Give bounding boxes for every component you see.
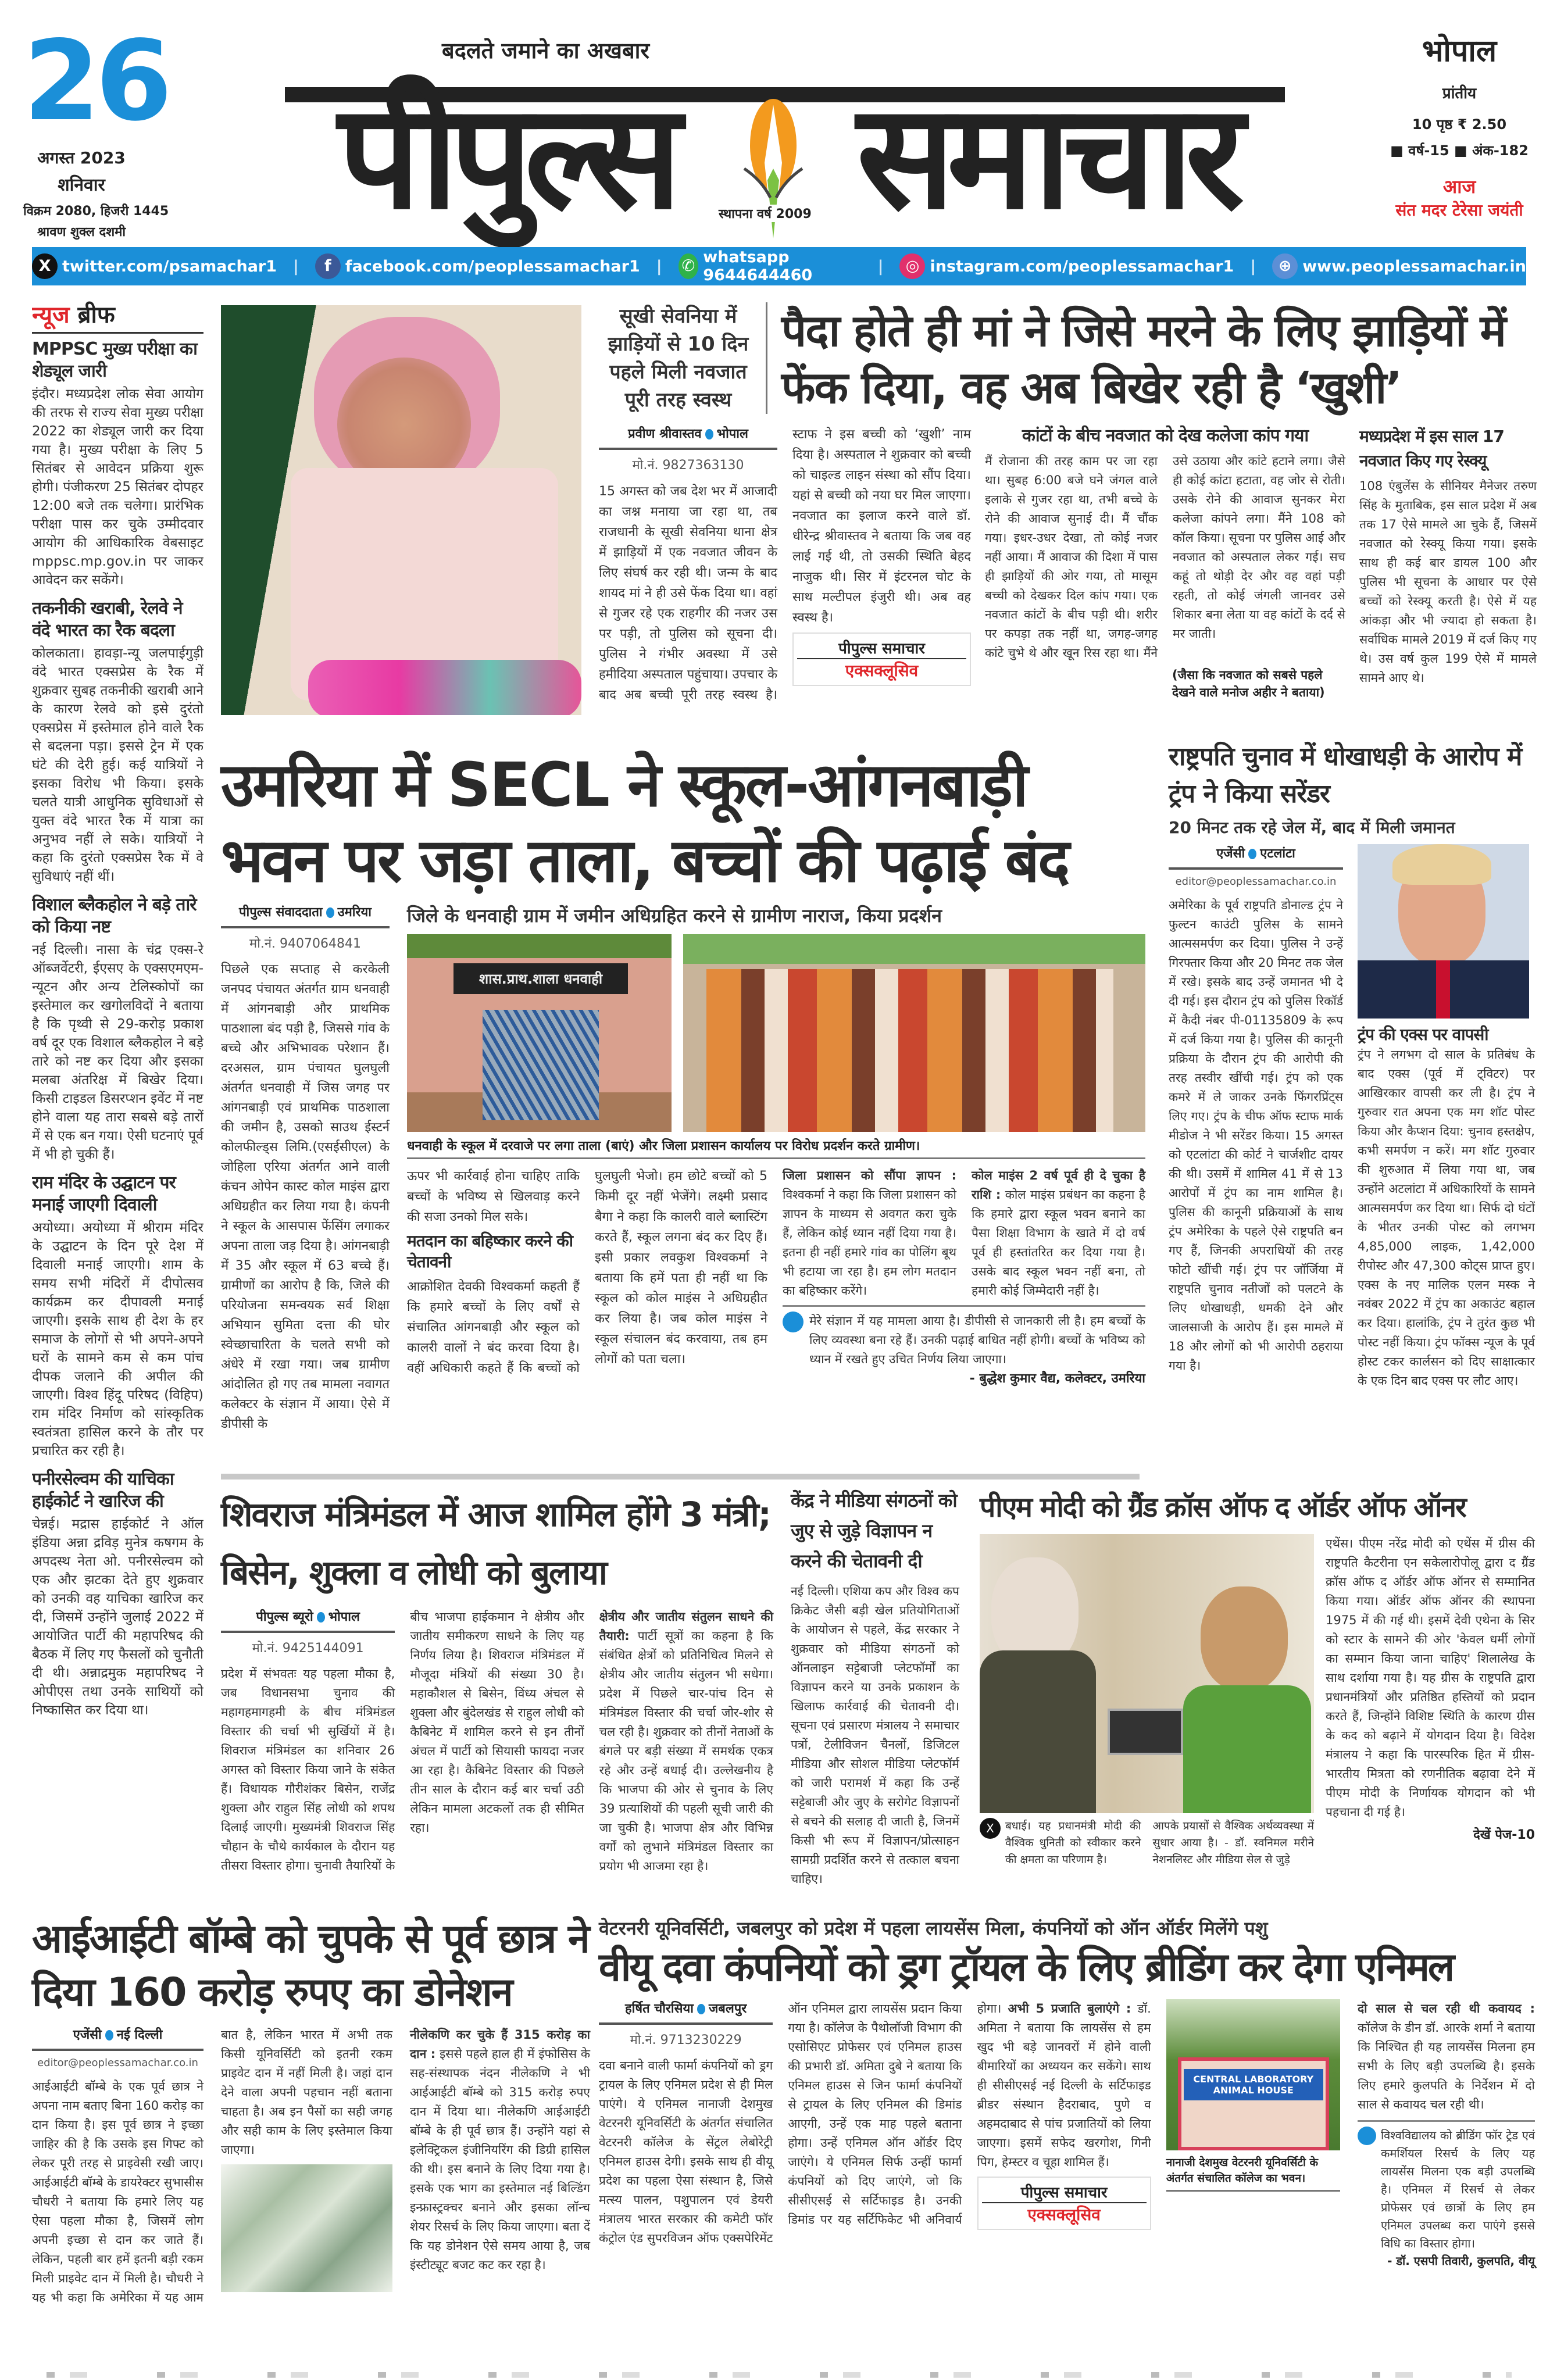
- umaria-subtitle: मतदान का बहिष्कार करने की चेतावनी: [407, 1231, 573, 1272]
- date-day: 26: [23, 17, 168, 145]
- news-brief-label: न्यूज ब्रीफ: [32, 298, 203, 334]
- exclusive-badge: पीपुल्स समाचार एक्सक्लूसिव: [792, 632, 971, 686]
- social-links-bar: X twitter.com/psamachar1 | f facebook.com/peoplessamachar1 | ✆ whatsapp 9644644460 | ◎ instagram.com/peoplessamachar1 | ⊕ www.peoplessamachar.in: [32, 247, 1526, 285]
- newborn-byline: प्रवीण श्रीवास्तव भोपाल मो.नं. 9827363130: [599, 424, 777, 473]
- date-weekday: शनिवार: [58, 175, 105, 195]
- iit-columns: [32, 2025, 392, 2307]
- shivraj-story: [221, 1485, 773, 1876]
- brief-item: MPPSC मुख्य परीक्षा का शेड्यूल जारी इंदौर। मध्यप्रदेश लोक सेवा आयोग की तरफ से राज्य सेवा मुख्य परीक्षा 2022 का शेड्यूल जारी कर दिया गया है। मुख्य परीक्षा के लिए 5 सितंबर से आवेदन प्रक्रिया शुरू होगी। पंजीकरण 25 सितंबर दोपहर 12:00 बजे तक चलेगा। प्रारंभिक परीक्षा पास कर चुके उम्मीदवार आयोग की आधिकारिक वेबसाइट mppsc.mp.gov.in पर जाकर आवेदन कर सकेंगे।: [32, 339, 203, 588]
- byline-dot-icon: [317, 1612, 325, 1623]
- date-month-year: अगस्त 2023: [37, 148, 126, 167]
- trump-byline: एजेंसी एटलांटा editor@peoplessamachar.co.in: [1169, 844, 1343, 888]
- vet-columns: [599, 1999, 1340, 2248]
- iit-body: आईआईटी बॉम्बे के एक पूर्व छात्र ने अपना नाम बताए बिना 160 करोड़ का दान किया है। इस पूर्व छात्र ने इच्छा जाहिर की है कि उसके इस गिफ्ट को लेकर पूरी तरह से प्राइवेसी रखी जाए। आईआईटी बॉम्बे के डायरेक्टर सुभासीस चौधरी ने बताया कि हमारे लिए यह ऐसा पहला मौका है, जिसमें लोग अपनी इच्छा से दान कर जाते हैं। लेकिन, पहली बार हमें इतनी बड़ी रकम मिली प्राइवेट दान में मिली है। चौधरी ने यह भी कहा कि अमेरिका में यह आम बात है, लेकिन भारत में अभी तक किसी यूनिवर्सिटी को इतनी रकम प्राइवेट दान में नहीं मिली है। जहां दान देने वाला अपनी पहचान नहीं बताना चाहता है। अब इन पैसों का सही जगह और सही काम के लिए इस्तेमाल किया जाएगा।: [32, 2028, 392, 2304]
- umaria-protest-photo: [683, 934, 1145, 1132]
- date-block: [23, 17, 169, 240]
- instagram-icon: ◎: [899, 253, 925, 279]
- quote-icon: [783, 1311, 804, 1332]
- trump-body: अमेरिका के पूर्व राष्ट्रपति डोनाल्ड ट्रंप ने फुल्टन काउंटी पुलिस के सामने आत्मसमर्पण कर दिया। पुलिस ने उन्हें गिरफ्तार किया और 20 मिनट तक जेल में रखे। इसके बाद उन्हें जमानत भी दे दी गई। इस दौरान ट्रंप को पुलिस रिकॉर्ड में कैदी नंबर पी-01135809 के रूप में दर्ज किया गया है। पुलिस की कानूनी प्रक्रिया के दौरान ट्रंप की आरोपी की तरह तस्वीर खींची गई। ट्रंप को एक कमरे में ले जाकर उनके फिंगरप्रिंट्स लिए गए। ट्रंप के चीफ ऑफ स्टाफ मार्क मीडोज ने भी सरेंडर किया। 15 अगस्त को एटलांटा की कोर्ट ने चार्जशीट दायर की थी। उसमें में शामिल 41 में से 13 आरोपों में ट्रंप का नाम शामिल है। पुलिस की कानूनी प्रक्रियाओं के साथ ट्रंप अमेरिका के पहले ऐसे राष्ट्रपति बन गए हैं, जिनकी अपराधियों की तरह फोटो खींची गई। ट्रंप पर जॉर्जिया में राष्ट्रपति चुनाव नतीजों को पलटने के लिए धोखाधड़ी, धमकी देने और जालसाजी के आरोप हैं। इस मामले में 18 और लोगों को भी आरोपी ठहराया गया है।: [1169, 898, 1343, 1373]
- whatsapp-icon: ✆: [678, 253, 699, 279]
- x-twitter-icon: X: [980, 1818, 1001, 1839]
- masthead-tagline: बदलते जमाने का अखबार: [442, 38, 650, 63]
- newborn-box-stats: मध्यप्रदेश में इस साल 17 नवजात किए गए रेस्क्यू 108 एंबुलेंस के सीनियर मैनेजर तरुण सिंह के मुताबिक, इस साल प्रदेश में अब तक 17 ऐसे मामले आ चुके हैं, जिसमें नवजात को रेस्क्यू किया गया। इसके साथ ही कई बार डायल 100 और पुलिस भी सूचना के आधार पर ऐसे बच्चों को रेस्क्यू करती है। ऐसे में यह आंकड़ा और भी ज्यादा हो सकता है। सर्वाधिक मामले 2019 में दर्ज किए गए थे। उस वर्ष कुल 199 ऐसे में मामले सामने आए थे।: [1359, 427, 1537, 685]
- date-samvat: विक्रम 2080, हिजरी 1445: [23, 204, 169, 219]
- media-headline: केंद्र ने मीडिया संगठनों को जुए से जुड़े विज्ञापन न करने की चेतावनी दी: [791, 1489, 957, 1572]
- vet-kicker: वेटरनरी यूनिवर्सिटी, जबलपुर को प्रदेश में पहला लायसेंस मिला, कंपनियों को ऑन ऑर्डर मिलेंगे पशु: [599, 1917, 1268, 1939]
- modi-body: एथेंस। पीएम नरेंद्र मोदी को एथेंस में ग्रीस की राष्ट्रपति कैटरीना एन सकेलारोपोलू द्वारा द ग्रैंड क्रॉस ऑफ द ऑर्डर ऑफ ऑनर से सम्मानित किया गया। ऑर्डर ऑफ ऑनर की स्थापना 1975 में की गई थी। इसमें देवी एथेना के सिर को स्टार के सामने की ओर 'केवल धर्मी लोगों का सम्मान किया जाना चाहिए' शिलालेख के साथ दर्शाया गया है। यह ग्रीस के राष्ट्रपति द्वारा प्रधानमंत्रियों और प्रतिष्ठित हस्तियों को प्रदान करते हैं, जिन्होंने विशिष्ट स्थिति के कारण ग्रीस के कद को बढ़ाने में योगदान दिया है। विदेश मंत्रालय ने कहा कि पारस्परिक हित में ग्रीस-भारतीय मित्रता को रणनीतिक बढ़ावा देने में पीएम मोदी के निर्णायक योगदान को भी पहचाना दी गई है।: [1326, 1536, 1535, 1819]
- iit-byline: एजेंसी नई दिल्ली editor@peoplessamachar.co.in: [32, 2025, 203, 2069]
- vet-byline: हर्षित चौरसिया जबलपुर मो.नं. 9713230229: [599, 1999, 773, 2048]
- vet-photo-caption: नानाजी देशमुख वेटरनरी यूनिवर्सिटी के अंतर्गत संचालित कॉलेज का भवन।: [1166, 2155, 1340, 2192]
- modi-quote-left: X बधाई। यह प्रधानमंत्री मोदी की वैश्विक धुनिती को स्वीकार करने की क्षमता का परिणाम है।: [980, 1818, 1141, 1868]
- brief-item: पनीरसेल्वम की याचिका हाईकोर्ट ने खारिज की चेन्नई। मद्रास हाईकोर्ट ने ऑल इंडिया अन्ना द्रविड़ मुनेत्र कषगम के अपदस्थ नेता ओ. पनीरसेल्वम को एक और झटका देते हुए शुक्रवार को उनकी वह याचिका खारिज कर दी, जिसमें उन्होंने जुलाई 2022 में आयोजित पार्टी की महापरिषद की बैठक में लिए गए फैसलों को चुनौती दी थी। अन्नाद्रमुक महापरिषद ने ओपीएस तथा उनके साथियों को निष्कासित कर दिया था।: [32, 1469, 203, 1718]
- edition-city: भोपाल: [1422, 34, 1497, 69]
- vet-side: दो साल से चल रही थी कवायद : कॉलेज के डीन डॉ. आरके शर्मा ने बताया कि निश्चित ही यह लायसेंस मिलना हम सभी के लिए बड़ी उपलब्धि है। इसके लिए हमारे कुलपति के निर्देशन में दो साल से कवायद चल रही थी। विश्वविद्यालय को ब्रीडिंग फॉर ट्रेड एवं कमर्शियल रिसर्च के लिए यह लायसेंस मिलना एक बड़ी उपलब्धि है। एनिमल में रिसर्च से लेकर प्रोफेसर एवं छात्रों के लिए हम एनिमल उपलब्ध करा पाएंगे इससे विधि का विस्तार होगा। - डॉ. एसपी तिवारी, कुलपति, वीयू: [1358, 2002, 1535, 2268]
- established-year: स्थापना वर्ष 2009: [715, 205, 815, 222]
- iit-story: [32, 1913, 590, 2307]
- byline-dot-icon: [1248, 849, 1256, 859]
- news-brief-column: [32, 298, 203, 1911]
- social-link-instagram[interactable]: ◎ instagram.com/peoplessamachar1: [899, 253, 1234, 279]
- media-story: [791, 1485, 959, 1889]
- umaria-story: [221, 747, 1145, 1434]
- newborn-headline: पैदा होते ही मां ने जिसे मरने के लिए झाड़ियों में फेंक दिया, वह अब बिखेर रही है ‘खुशी’: [781, 305, 1505, 413]
- animal-house-photo: [1166, 1999, 1340, 2150]
- modi-quote-right: आपके प्रयासों से वैश्विक अर्थव्यवस्था में सुधार आया है। - डॉ. स्वनिमल मरीने नेशनलिस्ट और मीडिया सेल से जुड़े: [1152, 1820, 1314, 1866]
- trump-photo: [1358, 844, 1529, 1019]
- vet-story: [599, 1916, 1535, 2268]
- pages-price: 10 पृष्ठ ₹ 2.50: [1412, 116, 1507, 133]
- currency-notes-photo: [221, 2164, 392, 2292]
- newborn-box-witness: कांटों के बीच नवजात को देख कलेजा कांप गया मैं रोजाना की तरह काम पर जा रहा था। सुबह 6:00 बजे घने जंगल वाले इलाके से गुजर रहा था, तभी बच्चे के रोने की आवाज सुनाई दी। मैं चौंक गया। इधर-उधर देखा, तो कोई नजर नहीं आया। मैं आवाज की दिशा में पास ही झाड़ियों की ओर गया, तो मासूम बच्ची को देखकर दिल कांप गया। एक नवजात कांटों के बीच पड़ी थी। शरीर पर कपड़ा तक नहीं था, जगह-जगह कांटे चुभे थे और खून रिस रहा था। मैंने उसे उठाया और कांटे हटाने लगा। जैसे ही कोई कांटा हटाता, वह जोर से रोती। उसके रोने की आवाज सुनकर मेरा कलेजा कांपने लगा। मैंने 108 को कॉल किया। सूचना पर पुलिस आई और नवजात को अस्पताल लेकर गई। सच कहूं तो थोड़ी देर और वह वहां पड़ी रहती, तो कोई जंगली जानवर उसे शिकार बना लेता या वह कांटों के दर्द से मर जाती। (जैसा कि नवजात को सबसे पहले देखने वाले मनोज अहीर ने बताया): [985, 426, 1345, 699]
- social-link-website[interactable]: ⊕ www.peoplessamachar.in: [1272, 253, 1526, 279]
- byline-dot-icon: [105, 2030, 113, 2040]
- modi-story: [980, 1485, 1535, 1868]
- x-twitter-icon: X: [32, 253, 58, 279]
- vet-body: दवा बनाने वाली फार्मा कंपनियों को ड्रग ट्रायल के लिए एनिमल प्रदेश से ही मिल पाएंगे। ये एनिमल नानाजी देशमुख वेटरनरी यूनिवर्सिटी के अंतर्गत संचालित वेटरनरी कॉलेज के सेंट्रल लेबोरेट्री एनिमल हाउस देगी। इसके साथ ही वीयू प्रदेश का पहला ऐसा संस्थान है, जिसे मत्स्य पालन, पशुपालन एवं डेयरी मंत्रालय भारत सरकार की कमेटी फॉर कंट्रोल एंड सुपरविजन ऑफ एक्सपेरिमेंट ऑन एनिमल द्वारा लायसेंस प्रदान किया गया है। कॉलेज के पैथोलॉजी विभाग की एसोसिएट प्रोफेसर एवं एनिमल हाउस की प्रभारी डॉ. अमिता दुबे ने बताया कि एनिमल हाउस से जिन फार्मा कंपनियों से ट्रायल के लिए एनिमल की डिमांड आएगी, उन्हें एक माह पहले बताना होगा। उन्हें एनिमल ऑन ऑर्डर दिए जाएंगे। ये एनिमल सिर्फ उन्हीं फार्मा कंपनियों को दिए जाएंगे, जो कि सीसीएसई से सर्टिफाइड है। उनकी डिमांड पर यह सर्टिफिकेट भी अनिवार्य होगा। अभी 5 प्रजाति बुलाएंगे : डॉ. अमिता ने बताया कि लायसेंस से हम खुद भी बड़े जानवरों में होने वाली बीमारियों का अध्ययन कर सकेंगे। साथ ही सीसीएसई नई दिल्ली के सर्टिफाइड ब्रीडर संस्थान हैदराबाद, पुणे व अहमदाबाद से पांच प्रजातियों को लिया जाएगा। इसमें सफेद खरगोश, गिनी पिग, हेम्स्टर व चूहा शामिल हैं।: [599, 2002, 1151, 2245]
- volume-issue: ■ वर्ष-15 ■ अंक-182: [1390, 142, 1529, 159]
- logo-name-right: समाचार: [856, 72, 1237, 241]
- building-sign: CENTRAL LABORATORY ANIMAL HOUSE: [1184, 2069, 1323, 2100]
- shivraj-byline: पीपुल्स ब्यूरो भोपाल मो.नं. 9425144091: [221, 1607, 395, 1656]
- newborn-body: 15 अगस्त को जब देश भर में आजादी का जश्न मनाया जा रहा था, तब राजधानी के सूखी सेवनिया थाना क्षेत्र में झाड़ियों में एक नवजात जीवन के लिए संघर्ष कर रही थी। जन्म के बाद शायद मां ने ही उसे फेंक दिया था। वहां से गुजर रहे एक राहगीर की नजर उस पर पड़ी, तो पुलिस को सूचना दी। पुलिस ने गंभीर अवस्था में उसे हमीदिया अस्पताल पहुंचाया। उपचार के बाद अब बच्ची पूरी तरह स्वस्थ है। स्टाफ ने इस बच्ची को ‘खुशी’ नाम दिया है। अस्पताल ने शुक्रवार को बच्ची को चाइल्ड लाइन संस्था को सौंप दिया। यहां से बच्ची को नया घर मिल जाएगा। नवजात का इलाज करने वाले डॉ. धीरेन्द्र श्रीवास्तव ने बताया कि जब वह लाई गई थी, तो उसकी स्थिति बेहद नाजुक थी। सिर में इंटरनल चोट के साथ मल्टीपल इंजुरी थी। अब वह स्वस्थ है।: [599, 427, 971, 702]
- media-body: नई दिल्ली। एशिया कप और विश्व कप क्रिकेट जैसी बड़ी खेल प्रतियोगिताओं के आयोजन से पहले, केंद्र सरकार ने शुक्रवार को मीडिया संगठनों को ऑनलाइन सट्टेबाजी प्लेटफॉर्मों का विज्ञापन करने या उनके प्रकाशन के खिलाफ कार्रवाई की चेतावनी दी। सूचना एवं प्रसारण मंत्रालय ने समाचार पत्रों, टेलीविजन चैनलों, डिजिटल मीडिया और सोशल मीडिया प्लेटफॉर्म को जारी परामर्श में कहा कि उन्हें सट्टेबाजी और जुए के सरोगेट विज्ञापनों से बचने की सलाह दी जाती है, जिनमें किसी भी रूप में विज्ञापन/प्रोत्साहन सामग्री प्रदर्शित करने से तत्काल बचना चाहिए।: [791, 1584, 959, 1886]
- umaria-byline: पीपुल्स संवाददाता उमरिया मो.नं. 9407064841: [221, 903, 390, 952]
- shivraj-side: क्षेत्रीय और जातीय संतुलन साधने की तैयारी: पार्टी सूत्रों का कहना है कि संबंधित क्षेत्रों को प्रतिनिधित्व मिलने से क्षेत्रीय और जातीय संतुलन भी सधेगा। प्रदेश में पिछले चार-पांच दिन से मंत्रिमंडल विस्तार की चर्चा जोर-शोर से चल रही है। शुक्रवार को तीनों नेताओं के बंगले पर बड़ी संख्या में समर्थक एकत्र रहे और उन्हें बधाई दी। उल्लेखनीय है कि भाजपा की ओर से चुनाव के लिए 39 प्रत्याशियों की पहली सूची जारी की जा चुकी है। भाजपा क्षेत्र और विभिन्न वर्गों को लुभाने मंत्रिमंडल विस्तार का प्रयोग भी आजमा रहा है।: [599, 1610, 773, 1873]
- globe-icon: ⊕: [1272, 253, 1298, 279]
- umaria-body-mid: ऊपर भी कार्रवाई होना चाहिए ताकि बच्चों के भविष्य से खिलवाड़ करने की सजा उनको मिल सके।: [407, 1169, 580, 1224]
- trump-story: [1169, 738, 1535, 1391]
- newborn-kicker: सूखी सेवनिया में झाड़ियों से 10 दिन पहले मिली नवजात पूरी तरह स्वस्थ: [599, 302, 767, 414]
- trump-side: ट्रंप की एक्स पर वापसी ट्रंप ने लगभग दो साल के प्रतिबंध के बाद एक्स (पूर्व में ट्विटर) पर आखिरकार वापसी कर ली है। ट्रंप ने गुरुवार रात अपना एक मग शॉट पोस्ट किया और कैप्शन दिया: चुनाव हस्तक्षेप, कभी समर्पण न करें। मग शॉट गुरुवार की शुरुआत में लिया गया था, जब उन्होंने अटलांटा में अधिकारियों के सामने आत्मसमर्पण कर दिया था। सिर्फ दो घंटों के भीतर उनकी पोस्ट को लगभग 4,85,000 लाइक, 1,42,000 रीपोस्ट और 47,300 कोट्स प्राप्त हुए। एक्स के नए मालिक एलन मस्क ने नवंबर 2022 में ट्रंप का अकाउंट बहाल कर दिया। हालांकि, ट्रंप ने तुरंत कुछ भी पोस्ट नहीं किया। ट्रंप फॉक्स न्यूज के पूर्व होस्ट टकर कार्लसन को दिए साक्षात्कार के एक दिन बाद एक्स पर लौट आए।: [1358, 1025, 1535, 1388]
- modi-headline: पीएम मोदी को ग्रैंड क्रॉस ऑफ द ऑर्डर ऑफ ऑनर: [980, 1491, 1466, 1524]
- umaria-headline: उमरिया में SECL ने स्कूल-आंगनबाड़ी भवन पर जड़ा ताला, बच्चों की पढ़ाई बंद: [221, 749, 1069, 896]
- edition-type: प्रांतीय: [1442, 85, 1477, 102]
- umaria-school-photo: [407, 934, 672, 1132]
- trump-headline: राष्ट्रपति चुनाव में धोखाधड़ी के आरोप में ट्रंप ने किया सरेंडर: [1169, 742, 1522, 809]
- newborn-story: [599, 302, 1535, 705]
- today-event: संत मदर टेरेसा जयंती: [1395, 201, 1523, 220]
- umaria-subhead: जिले के धनवाही ग्राम में जमीन अधिग्रहित करने से ग्रामीण नाराज, किया प्रदर्शन: [407, 905, 942, 927]
- logo-name-left: पीपुल्स: [338, 72, 674, 241]
- social-link-whatsapp[interactable]: ✆ whatsapp 9644644460: [678, 248, 862, 284]
- edition-block: [1372, 29, 1547, 221]
- newborn-photo: [221, 305, 581, 715]
- date-tithi: श्रावण शुक्ल दशमी: [37, 225, 126, 240]
- social-link-twitter[interactable]: X twitter.com/psamachar1: [32, 253, 277, 279]
- umaria-body-left: पिछले एक सप्ताह से करकेली जनपद पंचायत अंतर्गत ग्राम धनवाही में आंगनबाड़ी और प्राथमिक पाठशाला बंद पड़ी है, जिससे गांव के बच्चे और अभिभावक परेशान हैं। दरअसल, ग्राम पंचायत घुलघुली अंतर्गत धनवाही में जिस जगह पर आंगनबाड़ी एवं प्राथमिक पाठशाला की जमीन है, उसको साउथ ईस्टर्न कोलफील्ड्स लिमि.(एसईसीएल) के जोहिला एरिया अंतर्गत आने वाली कंचन ओपेन कास्ट कोल माइंस द्वारा अधिग्रहीत कर लिया गया है। कंपनी ने स्कूल के आसपास फेंसिंग लगाकर अपना ताला जड़ दिया है। आंगनबाड़ी में 35 और स्कूल में 63 बच्चे हैं। ग्रामीणों का आरोप है कि, जिले की परियोजना समन्वयक सर्व शिक्षा अभियान सुमिता दत्ता की घोर स्वेच्छाचारिता के चलते सभी को अंधेरे में रखा गया। जब ग्रामीण आंदोलित हो गए तब मामला नवागत कलेक्टर के संज्ञान में आया। ऐसे में डीपीसी के: [221, 962, 390, 1431]
- modi-award-photo: [980, 1534, 1314, 1813]
- brief-item: तकनीकी खराबी, रेलवे ने वंदे भारत का रैक बदला कोलकाता। हावड़ा-न्यू जलपाईगुड़ी वंदे भारत एक्सप्रेस के रैक में शुक्रवार सुबह तकनीकी खराबी आने के कारण रेलवे को इसे दुरंतो एक्सप्रेस में इस्तेमाल होने वाले रैक से बदलना पड़ा। इससे ट्रेन में एक घंटे की देरी हुई। कई यात्रियों ने इसका विरोध भी किया। इसके चलते यात्री आधुनिक सुविधाओं से युक्त वंदे भारत रैक में यात्रा का अनुभव नहीं ले सके। यात्रियों ने कहा कि दुरंतो एक्सप्रेस रैक में वे सुविधाएं नहीं थीं।: [32, 598, 203, 884]
- vet-exclusive-badge: पीपुल्स समाचार एक्सक्लूसिव: [977, 2177, 1151, 2230]
- umaria-photo-caption: धनवाही के स्कूल में दरवाजे पर लगा ताला (बाएं) और जिला प्रशासन कार्यालय पर विरोध प्रदर्शन करते ग्रामीण।: [407, 1137, 1145, 1159]
- iit-side: नीलेकणि कर चुके हैं 315 करोड़ का दान : इससे पहले हाल ही में इंफोसिस के सह-संस्थापक नंदन नीलेकणि ने भी आईआईटी बॉम्बे को 315 करोड़ रुपए दान में दिया था। नीलेकणि आईआईटी बॉम्बे के ही पूर्व छात्र हैं। उन्होंने यहां से इलेक्ट्रिकल इंजीनियरिंग की डिग्री हासिल की थी। इस बनाने के लिए दिया गया है। इसके एक भाग का इस्तेमाल नई बिल्डिंग इन्फ्रास्ट्रक्चर बनाने और इसका लॉन्च शेयर रिसर्च के लिए किया जाएगा। बता दें कि यह डोनेशन ऐसे समय आया है, जब इंस्टीट्यूट बजट कट कर रहा है।: [410, 2028, 590, 2272]
- print-registration-strip: [47, 2372, 1512, 2378]
- continued-page-link[interactable]: देखें पेज-10: [1473, 1828, 1535, 1842]
- trump-subhead: 20 मिनट तक रहे जेल में, बाद में मिली जमानत: [1169, 818, 1455, 837]
- newborn-text-columns: [599, 424, 971, 705]
- umaria-body-mid2: आक्रोशित देवकी विश्वकर्मा कहती हैं कि हमारे बच्चों के लिए वर्षों से संचालित आंगनबाड़ी और स्कूल को कालरी वालों ने बंद करवा दिया है। वहीं अधिकारी कहते हैं कि बच्चों को घुलघुली भेजो। हम छोटे बच्चों को 5 किमी दूर नहीं भेजेंगे। लक्ष्मी प्रसाद बैगा ने कहा कि कालरी वाले ब्लास्टिंग करते हैं, स्कूल लगना बंद कर दिए हैं। इसी प्रकार लवकुश विश्वकर्मा ने बताया कि हमें पता ही नहीं था कि स्कूल को कोल माइंस ने अधिग्रहीत कर लिया है। जब कोल माइंस ने स्कूल संचालन बंद करवाया, तब हम लोगों को पता चला।: [407, 1169, 767, 1375]
- today-label: आज: [1442, 176, 1476, 198]
- facebook-icon: f: [315, 253, 341, 279]
- iit-headline: आईआईटी बॉम्बे को चुपके से पूर्व छात्र ने दिया 160 करोड़ रुपए का डोनेशन: [32, 1916, 589, 2016]
- brief-item: राम मंदिर के उद्घाटन पर मनाई जाएगी दिवाली अयोध्या। अयोध्या में श्रीराम मंदिर के उद्घाटन के दिन पूरे देश में दिवाली मनाई जाएगी। शाम के समय सभी मंदिरों में दीपोत्सव कार्यक्रम कर दीपावली मनाई जाएगी। इसके साथ ही देश के हर समाज के लोगों से भी अपने-अपने घरों के सामने कम से कम पांच दीपक जलाने की अपील की जाएगी। विश्व हिंदू परिषद (विहिप) राम मंदिर निर्माण को सांस्कृतिक स्वतंत्रता हासिल करने के तौर पर प्रचारित कर रही है।: [32, 1173, 203, 1459]
- umaria-mid-columns: [407, 1166, 767, 1378]
- school-sign: शास.प्राथ.शाला धनवाही: [453, 963, 628, 994]
- umaria-memo-box: जिला प्रशासन को सौंपा ज्ञापन : विश्वकर्मा ने कहा कि जिला प्रशासन को ज्ञापन के माध्यम से अवगत करा चुके हैं, लेकिन कोई ध्यान नहीं दिया गया है। इतना ही नहीं हमारे गांव का पोलिंग बूथ भी हटाया जा रहा है। हम लोग मतदान का बहिष्कार करेंगे। कोल माइंस 2 वर्ष पूर्व ही दे चुका है राशि : कोल माइंस प्रबंधन का कहना है कि हमारे द्वारा स्कूल भवन बनाने का पैसा शिक्षा विभाग के खाते में दो वर्ष पूर्व ही हस्तांतरित कर दिया गया है। उसके बाद स्कूल भवन नहीं बना, तो हमारी कोई जिम्मेदारी नहीं है। मेरे संज्ञान में यह मामला आया है। डीपीसी से जानकारी ली है। हम बच्चों के लिए व्यवस्था बना रहे हैं। उनकी पढ़ाई बाधित नहीं होगी। बच्चों के भविष्य को ध्यान में रखते हुए उचित निर्णय लिया जाएगा। - बुद्धेश कुमार वैद्य, कलेक्टर, उमरिया: [783, 1168, 1145, 1386]
- byline-dot-icon: [705, 429, 713, 439]
- vet-headline: वीयू दवा कंपनियों को ड्रग ट्रॉयल के लिए ब्रीडिंग कर देगा एनिमल: [599, 1945, 1454, 1991]
- brief-item: विशाल ब्लैकहोल ने बड़े तारे को किया नष्ट नई दिल्ली। नासा के चंद्र एक्स-रे ऑब्जर्वेटरी, ईएसए के एक्सएमएम-न्यूटन और अन्य टेलिस्कोपों का इस्तेमाल कर खगोलविदों ने बताया है कि पृथ्वी से 29-करोड़ प्रकाश वर्ष दूर एक विशाल ब्लैकहोल ने बड़े तारे को नष्ट कर दिया और इसका मलबा अंतरिक्ष में बिखेर दिया। किसी टाइडल डिसरप्शन इवेंट में नष्ट होने वाला यह तारा सबसे बड़े तारों में से एक बन गया। ऐसी घटनाएं पूर्व में भी हो चुकी हैं।: [32, 895, 203, 1162]
- byline-dot-icon: [697, 2004, 705, 2014]
- byline-dot-icon: [326, 907, 334, 918]
- section-divider: [221, 1474, 1140, 1480]
- shivraj-body: प्रदेश में संभवतः यह पहला मौका है, जब विधानसभा चुनाव की महागहमागहमी के बीच मंत्रिमंडल विस्तार की चर्चा भी सुर्खियों में है। शिवराज मंत्रिमंडल का शनिवार 26 अगस्त को विस्तार किया जाने के संकेत हैं। विधायक गौरीशंकर बिसेन, राजेंद्र शुक्ला और राहुल सिंह लोधी को शपथ दिलाई जाएगी। मुख्यमंत्री शिवराज सिंह चौहान के चौथे कार्यकाल के दौरान यह तीसरा विस्तार होगा। चुनावी तैयारियों के बीच भाजपा हाईकमान ने क्षेत्रीय और जातीय समीकरण साधने के लिए यह निर्णय लिया है। शिवराज मंत्रिमंडल में मौजूदा मंत्रियों की संख्या 30 है। महाकौशल से बिसेन, विंध्य अंचल से शुक्ला और बुंदेलखंड से राहुल लोधी को कैबिनेट में शामिल करने से इन तीनों अंचल में पार्टी को सियासी फायदा नजर आ रहा है। कैबिनेट विस्तार की पिछले तीन साल के दौरान कई बार चर्चा उठी लेकिन मामला अटकलों तक ही सीमित रहा।: [221, 1610, 584, 1872]
- quote-icon: [1358, 2127, 1376, 2145]
- social-link-facebook[interactable]: f facebook.com/peoplessamachar1: [315, 253, 640, 279]
- shivraj-headline: शिवराज मंत्रिमंडल में आज शामिल होंगे 3 मंत्री; बिसेन, शुक्ला व लोधी को बुलाया: [221, 1495, 770, 1592]
